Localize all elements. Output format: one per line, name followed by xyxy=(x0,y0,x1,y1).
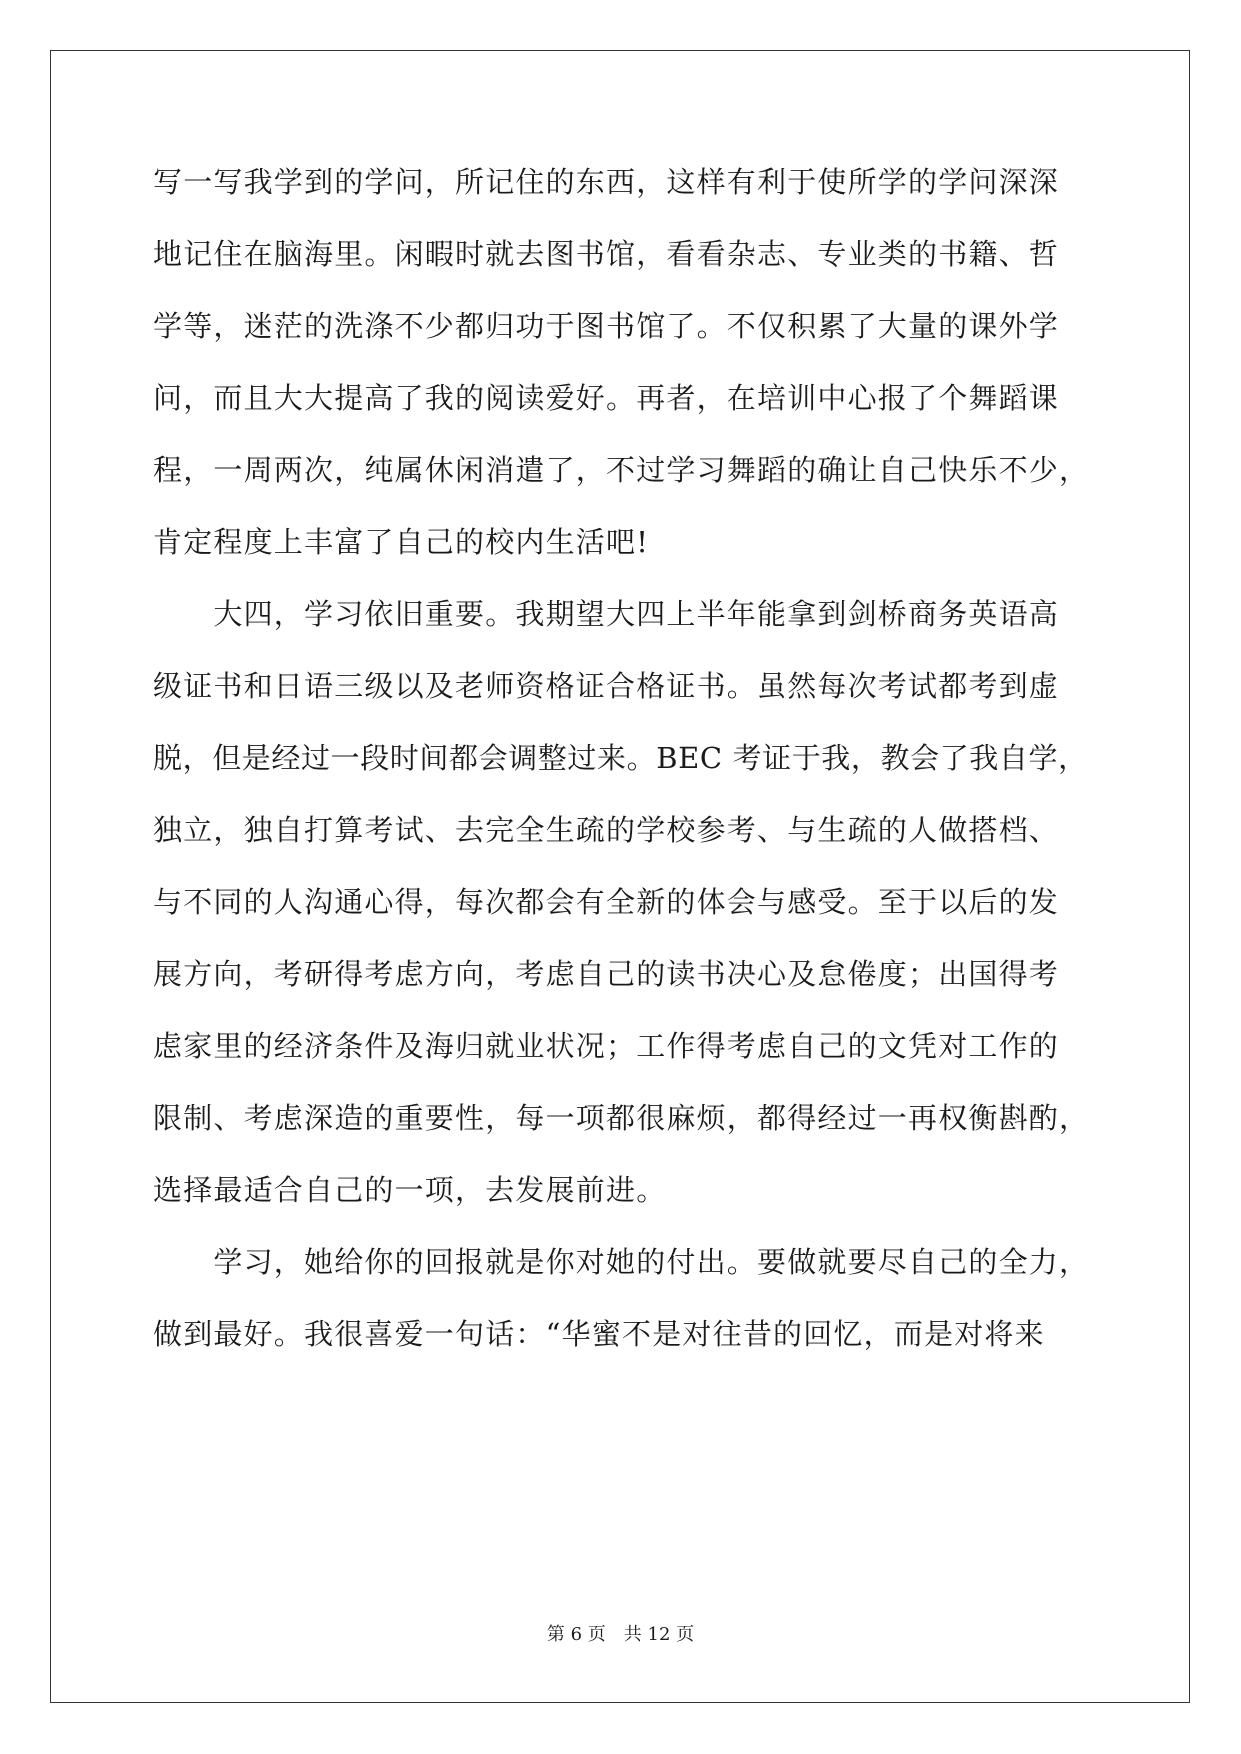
text-line: 做到最好。我很喜爱一句话：“华蜜不是对往昔的回忆，而是对将来 xyxy=(153,1317,1045,1351)
text-line: 选择最适合自己的一项，去发展前进。 xyxy=(153,1173,667,1207)
page-border xyxy=(50,50,1190,1703)
text-line: 虑家里的经济条件及海归就业状况；工作得考虑自己的文凭对工作的 xyxy=(153,1029,1060,1063)
page-number-label: 第 6 页 共 12 页 xyxy=(546,1624,695,1645)
text-line: 与不同的人沟通心得，每次都会有全新的体会与感受。至于以后的发 xyxy=(153,885,1060,919)
text-line: 独立，独自打算考试、去完全生疏的学校参考、与生疏的人做搭档、 xyxy=(153,813,1060,847)
text-line: 限制、考虑深造的重要性，每一项都很麻烦，都得经过一再权衡斟酌， xyxy=(153,1101,1090,1135)
text-line: 大四，学习依旧重要。我期望大四上半年能拿到剑桥商务英语高 xyxy=(153,597,1060,631)
text-line: 肯定程度上丰富了自己的校内生活吧! xyxy=(153,525,650,559)
text-line: 学习，她给你的回报就是你对她的付出。要做就要尽自己的全力， xyxy=(153,1245,1090,1279)
page-footer xyxy=(0,1623,1241,1647)
text-line: 地记住在脑海里。闲暇时就去图书馆，看看杂志、专业类的书籍、哲 xyxy=(153,237,1060,271)
text-line: 程，一周两次，纯属休闲消遣了，不过学习舞蹈的确让自己快乐不少， xyxy=(153,453,1090,487)
text-line: 问，而且大大提高了我的阅读爱好。再者，在培训中心报了个舞蹈课 xyxy=(153,381,1060,415)
text-line: 脱，但是经过一段时间都会调整过来。BEC 考证于我，教会了我自学， xyxy=(153,741,1088,775)
text-line: 写一写我学到的学问，所记住的东西，这样有利于使所学的学问深深 xyxy=(153,165,1060,199)
text-line: 展方向，考研得考虑方向，考虑自己的读书决心及怠倦度；出国得考 xyxy=(153,957,1060,991)
text-line: 学等，迷茫的洗涤不少都归功于图书馆了。不仅积累了大量的课外学 xyxy=(153,309,1060,343)
text-line: 级证书和日语三级以及老师资格证合格证书。虽然每次考试都考到虚 xyxy=(153,669,1060,703)
